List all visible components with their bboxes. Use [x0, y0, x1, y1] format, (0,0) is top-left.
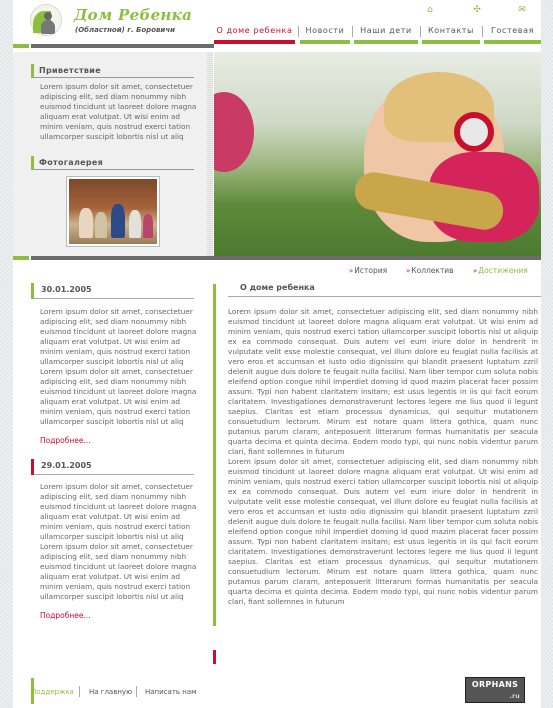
column-divider [213, 284, 216, 626]
main-nav [214, 22, 541, 48]
subnav-label: История [354, 266, 388, 275]
subnav-staff[interactable] [406, 266, 454, 275]
top-icons [425, 5, 535, 17]
read-more-link[interactable]: Подробнее... [40, 436, 91, 445]
subnav-label: Коллектив [411, 266, 454, 275]
read-more-link[interactable]: Подробнее... [40, 611, 91, 620]
nav-item-guestbook[interactable]: Гостевая [484, 22, 541, 44]
double-arrow-icon: » [349, 267, 354, 275]
nav-item-news[interactable]: Новости [300, 22, 350, 44]
nav-separator [420, 26, 421, 37]
main-paragraph: Lorem ipsum dolor sit amet, consectetuer adipiscing elit, sed diam nonummy nibh euismod tincidunt ut laoreet dolore magna aliquam erat volutpat. Ut wisi enim ad minim veniam, quis nostrud exerci tation ullamcorper suscipit lobortis nisl ut aliquip ex ea commodo consequat. Duis autem vel eum iriure dolor in hendrerit in vulputate velit esse molestie consequat, vel illum dolore eu feugiat nulla facilisis at vero eros et accumsan et iusto odio dignissim qui blandit praesent luptatum zzril delenit augue duis dolore te feugait nulla facilisi. Nam liber tempor cum soluta nobis eleifend option congue nihil imperdiet doming id quod mazim placerat facer possim assum. Typi non habent claritatem insitam; est usus legentis in iis qui facit eorum claritatem. Investigationes demonstraverunt lectores legere me lius quod ii legunt saepius. Claritas est etiam processus dynamicus, qui sequitur mutationem consuetudium lectorum. Mirum est notare quam littera gothica, quam nunc putamus parum claram, anteposuerit litterarum formas humanitatis per seacula quarta decima et quinta decima. Eodem modo typi, qui nunc nobis videntur parum clari, fiant sollemnes in futurum [228, 307, 538, 456]
home-icon[interactable]: ⌂ [427, 5, 433, 15]
news-date: 30.01.2005 [41, 285, 92, 294]
site-title[interactable]: Дом Ребенка [74, 6, 193, 24]
welcome-text: Lorem ipsum dolor sit amet, consectetuer adipiscing elit, sed diam nonummy nibh euismod tincidunt ut laoreet dolore magna aliquam erat volutpat. Ut wisi enim ad minim veniam, quis nostrud exerci tation ullamcorper suscipit lobortis nisl ut aliq [40, 82, 197, 141]
nav-separator [298, 26, 299, 37]
page [13, 0, 541, 708]
nav-item-children[interactable]: Наши дети [354, 22, 418, 44]
logo-icon[interactable] [30, 4, 62, 36]
welcome-title: Приветствие [39, 66, 101, 75]
footer-separator [136, 686, 137, 697]
header-bars [13, 44, 214, 48]
subnav-label: Достижения [478, 266, 528, 275]
hero-photo [214, 52, 541, 256]
footer-link-write[interactable]: Написать нам [145, 688, 197, 696]
sub-nav [349, 266, 541, 278]
nav-separator [482, 26, 483, 37]
column-divider-marker [213, 650, 216, 664]
nav-item-about[interactable]: О доме ребенка [214, 22, 295, 44]
news-date-heading [31, 461, 194, 475]
nav-separator [352, 26, 353, 37]
footer-link-support[interactable]: Поддержка [31, 688, 74, 696]
map-icon[interactable]: ✣ [473, 5, 481, 15]
main-heading [228, 283, 541, 297]
hero-underline [13, 256, 541, 260]
gallery-heading [31, 158, 194, 170]
subnav-history[interactable] [349, 266, 387, 275]
site-subtitle: (Областной) г. Боровичи [75, 26, 176, 34]
badge-subtext: .ru [509, 693, 520, 700]
orphans-badge[interactable] [465, 677, 525, 703]
news-date-heading [31, 285, 194, 299]
nav-item-contacts[interactable]: Контакты [422, 22, 480, 44]
footer-link-home[interactable]: На главную [89, 688, 132, 696]
news-text: Lorem ipsum dolor sit amet, consectetuer adipiscing elit, sed diam nonummy nibh euismod tincidunt ut laoreet dolore magna aliquam erat volutpat. Ut wisi enim ad minim veniam, quis nostrud exerci tation ullamcorper suscipit lobortis nisl ut aliq Lorem ipsum dolor sit amet, consectetuer adipiscing elit, sed diam nonummy nibh euismod tincidunt ut laoreet dolore magna aliquam erat volutpat. Ut wisi enim ad minim veniam, quis nostrud exerci tation ullamcorper suscipit lobortis nisl ut aliq [40, 307, 197, 426]
gallery-photo [69, 179, 157, 244]
mail-icon[interactable]: ✉ [518, 5, 526, 15]
subnav-achievements[interactable] [473, 266, 528, 275]
panel-edge [207, 52, 213, 256]
main-paragraph: Lorem ipsum dolor sit amet, consectetuer adipiscing elit, sed diam nonummy nibh euismod tincidunt ut laoreet dolore magna aliquam erat volutpat. Ut wisi enim ad minim veniam, quis nostrud exerci tation ullamcorper suscipit lobortis nisl ut aliquip ex ea commodo consequat. Duis autem vel eum iriure dolor in hendrerit in vulputate velit esse molestie consequat, vel illum dolore eu feugiat nulla facilisis at vero eros et accumsan et iusto odio dignissim qui blandit praesent luptatum zzril delenit augue duis dolore te feugait nulla facilisi. Nam liber tempor cum soluta nobis eleifend option congue nihil imperdiet doming id quod mazim placerat facer possim assum. Typi non habent claritatem insitam; est usus legentis in iis qui facit eorum claritatem. Investigationes demonstraverunt lectores legere me lius quod ii legunt saepius. Claritas est etiam processus dynamicus, qui sequitur mutationem consuetudium lectorum. Mirum est notare quam littera gothica, quam nunc putamus parum claram, anteposuerit litterarum formas humanitatis per seacula quarta decima et quinta decima. Eodem modo typi, qui nunc nobis videntur parum clari, fiant sollemnes in futurum [228, 457, 538, 606]
gallery-title[interactable]: Фотогалерея [39, 158, 104, 167]
news-date: 29.01.2005 [41, 461, 92, 470]
badge-text: ORPHANS [471, 680, 519, 689]
main-title: О доме ребенка [240, 283, 315, 292]
news-text: Lorem ipsum dolor sit amet, consectetuer adipiscing elit, sed diam nonummy nibh euismod tincidunt ut laoreet dolore magna aliquam erat volutpat. Ut wisi enim ad minim veniam, quis nostrud exerci tation ullamcorper suscipit lobortis nisl ut aliq Lorem ipsum dolor sit amet, consectetuer adipiscing elit, sed diam nonummy nibh euismod tincidunt ut laoreet dolore magna aliquam erat volutpat. Ut wisi enim ad minim veniam, quis nostrud exerci tation ullamcorper suscipit lobortis nisl ut aliq [40, 482, 197, 601]
gallery-thumbnail[interactable] [66, 176, 160, 247]
header [13, 0, 541, 48]
welcome-heading [31, 66, 194, 78]
footer-separator [79, 686, 80, 697]
double-arrow-icon: » [406, 267, 411, 275]
double-arrow-icon: » [473, 267, 478, 275]
footer [13, 672, 541, 708]
